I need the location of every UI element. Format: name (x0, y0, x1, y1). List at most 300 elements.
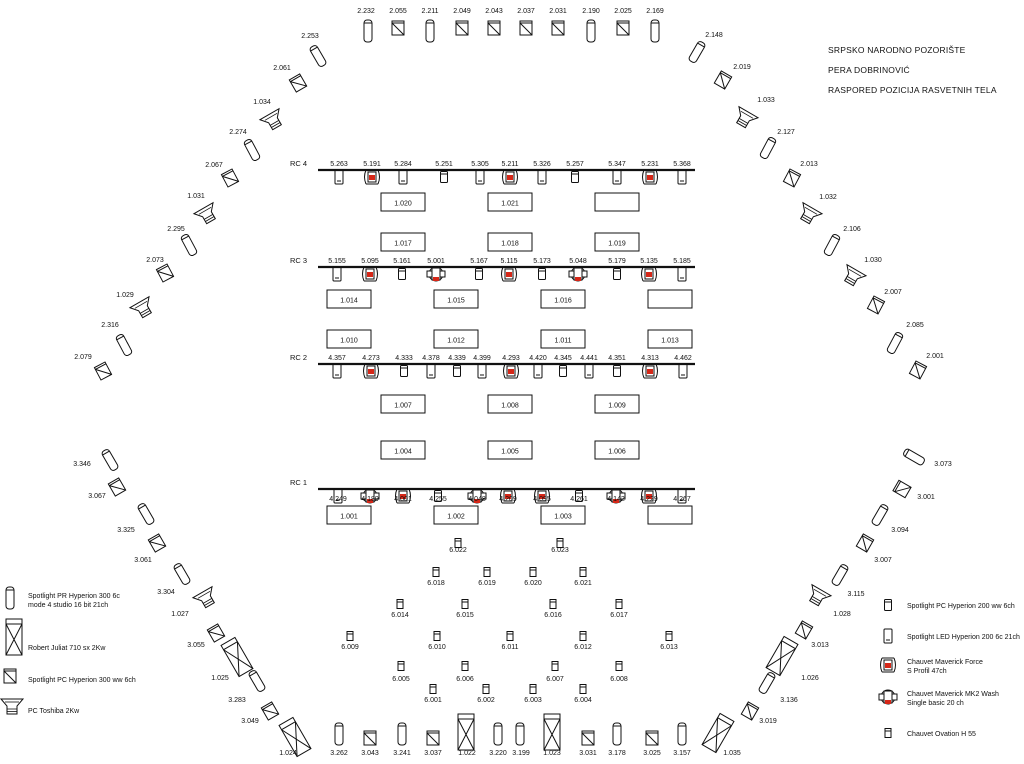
fixture-label: 6.022 (449, 547, 467, 554)
fixture-label: 4.293 (502, 355, 520, 362)
ovation-fixture-icon (580, 685, 586, 694)
pr-fixture-icon (115, 333, 132, 356)
fixture-label: 2.253 (301, 33, 319, 40)
fixture-label: 3.262 (330, 750, 348, 757)
fixture-5-095 (361, 258, 379, 281)
fixture-label: 4.378 (422, 355, 440, 362)
ww-fixture-icon (148, 534, 165, 552)
legend-right (879, 600, 1020, 739)
fixture-6-002 (477, 685, 495, 705)
fixture-1-028 (804, 585, 850, 618)
pr-fixture-icon (678, 723, 686, 745)
fixture-label: 4.249 (329, 496, 347, 503)
fixture-3-157 (673, 723, 691, 757)
fixture-2-049 (453, 8, 471, 35)
pr-fixture-icon (398, 723, 406, 745)
fixture-label: 4.333 (395, 355, 413, 362)
fixture-label: 4.462 (674, 355, 692, 362)
fixture-label: 6.016 (544, 612, 562, 619)
fixture-label: 2.232 (357, 8, 375, 15)
ww-fixture-icon (856, 534, 873, 552)
position-box-label: 1.009 (608, 402, 626, 410)
fixture-2-019 (714, 64, 751, 89)
pr-fixture-icon (902, 448, 925, 466)
position-box-label: 1.007 (394, 402, 412, 410)
pipe-rc1 (290, 478, 695, 503)
fixture-1-024 (279, 717, 311, 757)
fixture-label: 4.313 (641, 355, 659, 362)
fixture-4-001 (394, 489, 412, 503)
fixture-6-008 (610, 662, 628, 684)
position-box (327, 506, 371, 524)
fixture-5-257 (566, 161, 584, 183)
fixture-4-293 (502, 355, 520, 378)
fixture-label: 5.185 (673, 258, 691, 265)
fixture-label: 4.189 (361, 496, 379, 503)
legend-label: Robert Juliat 710 sx 2Kw (28, 645, 106, 652)
led-fixture-icon (613, 170, 621, 184)
pr-fixture-icon (243, 138, 260, 161)
position-box (595, 395, 639, 413)
fixture-label: 3.199 (512, 750, 530, 757)
fixture-2-211 (422, 8, 439, 42)
fixture-label: 1.025 (211, 675, 229, 682)
ovation-fixture-icon (885, 729, 891, 738)
position-box (595, 233, 639, 251)
pipe-label: RC 2 (290, 353, 308, 362)
position-box-label: 1.021 (501, 200, 519, 208)
fixture-4-249 (329, 489, 347, 503)
position-box-label: 1.004 (394, 448, 412, 456)
legend-item (885, 600, 1015, 611)
fixture-label: 6.015 (456, 612, 474, 619)
fixture-4-399 (473, 355, 491, 378)
fixture-label: 1.030 (864, 257, 882, 264)
fixture-label: 2.079 (74, 354, 92, 361)
force-fixture-icon (364, 364, 379, 378)
fixture-6-005 (392, 662, 410, 684)
fixture-2-061 (273, 65, 306, 92)
fixture-5-251 (435, 161, 453, 183)
fixture-6-009 (341, 632, 359, 652)
fixture-label: 5.231 (641, 161, 659, 168)
fixture-4-357 (328, 355, 346, 378)
ovation-fixture-icon (347, 632, 353, 641)
fixture-3-073 (902, 448, 951, 468)
pr-fixture-icon (309, 44, 327, 67)
pc200-fixture-icon (441, 172, 448, 183)
fixture-label: 5.095 (361, 258, 379, 265)
fixture-3-031 (579, 731, 597, 757)
fixture-label: 2.190 (582, 8, 600, 15)
fixture-2-106 (823, 226, 861, 257)
fixture-3-025 (643, 731, 661, 757)
fixture-label: 3.001 (917, 494, 935, 501)
pr-fixture-icon (823, 233, 840, 256)
fixture-label: 2.274 (229, 129, 247, 136)
pipe-rc2 (290, 353, 695, 378)
fixture-2-073 (146, 257, 173, 282)
pr-fixture-icon (587, 20, 595, 42)
fixture-label: 4.261 (570, 496, 588, 503)
fixture-label: 5.167 (470, 258, 488, 265)
fixture-label: 1.035 (723, 750, 741, 757)
fixture-label: 5.263 (330, 161, 348, 168)
pr-fixture-icon (831, 563, 849, 586)
fixture-2-007 (867, 289, 901, 314)
fixture-label: 2.316 (101, 322, 119, 329)
ovation-fixture-icon (530, 685, 536, 694)
fixture-label: 5.347 (608, 161, 626, 168)
legend-label: Spotlight PR Hyperion 300 6c mode 4 studio 16 bit 21ch (28, 593, 120, 609)
position-box-label: 1.003 (554, 513, 572, 521)
pr-fixture-icon (759, 136, 776, 159)
ovation-fixture-icon (616, 662, 622, 671)
legend-label: Spotlight LED Hyperion 200 6c 21ch (907, 634, 1020, 641)
fixture-6-013 (660, 632, 678, 652)
position-box-label: 1.011 (554, 337, 572, 345)
legend-label: PC Toshiba 2Kw (28, 708, 80, 715)
fixture-label: 2.007 (884, 289, 902, 296)
force-fixture-icon (643, 364, 658, 378)
fixture-label: 4.357 (328, 355, 346, 362)
legend-item (4, 669, 136, 684)
pr-fixture-icon (758, 671, 776, 694)
position-box-label: 1.017 (394, 240, 412, 248)
led-fixture-icon (478, 364, 486, 378)
legend-item (6, 587, 120, 609)
fixture-label: 6.018 (427, 580, 445, 587)
ww-fixture-icon (552, 21, 564, 35)
pc200-fixture-icon (572, 172, 579, 183)
fixture-label: 2.037 (517, 8, 535, 15)
fixture-6-020 (524, 568, 542, 588)
fixture-3-037 (424, 731, 442, 757)
fixture-label: 4.095 (533, 496, 551, 503)
position-box-label: 1.002 (447, 513, 465, 521)
ovation-fixture-icon (530, 568, 536, 577)
led-fixture-icon (679, 364, 687, 378)
fixture-label: 3.037 (424, 750, 442, 757)
fixture-label: 2.073 (146, 257, 164, 264)
fixture-4-441 (580, 355, 598, 378)
fixture-label: 2.049 (453, 8, 471, 15)
ww-fixture-icon (207, 624, 224, 642)
position-box (488, 441, 532, 459)
pr-fixture-icon (886, 331, 903, 354)
fixture-label: 3.325 (117, 527, 135, 534)
legend-item (884, 629, 1020, 643)
fixture-label: 6.014 (391, 612, 409, 619)
fixture-label: 6.009 (341, 644, 359, 651)
led-fixture-icon (476, 170, 484, 184)
ww-fixture-icon (893, 480, 911, 497)
position-box-label: 1.016 (554, 297, 572, 305)
fixture-label: 6.021 (574, 580, 592, 587)
fixture-6-006 (456, 662, 474, 684)
fixture-3-304 (157, 562, 191, 596)
pc200-fixture-icon (539, 269, 546, 280)
fixture-2-013 (783, 161, 817, 187)
position-box-label: 1.005 (501, 448, 519, 456)
fixture-2-295 (167, 226, 197, 257)
position-box (541, 290, 585, 308)
led-fixture-icon (538, 170, 546, 184)
led-fixture-icon (399, 170, 407, 184)
pipe-label: RC 3 (290, 256, 308, 265)
pipe-label: RC 1 (290, 478, 308, 487)
fixture-label: 4.267 (673, 496, 691, 503)
juliat-fixture-icon (458, 714, 474, 750)
legend-label: Chauvet Ovation H 55 (907, 731, 976, 738)
fixture-label: 3.049 (241, 718, 259, 725)
ww-fixture-icon (156, 264, 173, 282)
fixture-3-055 (187, 624, 224, 649)
ovation-fixture-icon (616, 600, 622, 609)
fixture-2-043 (485, 8, 503, 35)
fixture-label: 4.339 (448, 355, 466, 362)
ww-fixture-icon (714, 71, 731, 89)
ovation-fixture-icon (580, 568, 586, 577)
fixture-5-179 (608, 258, 626, 280)
fixture-label: 3.055 (187, 642, 205, 649)
fixture-label: 5.326 (533, 161, 551, 168)
fixture-label: 1.027 (171, 611, 189, 618)
ww-fixture-icon (108, 478, 125, 496)
fixture-1-032 (795, 194, 836, 227)
legend-item (6, 619, 106, 655)
fixture-label: 1.023 (543, 750, 561, 757)
fixture-6-021 (574, 568, 592, 588)
fixture-label: 1.026 (801, 675, 819, 682)
fixture-3-262 (330, 723, 348, 757)
fixture-1-023 (543, 714, 561, 757)
fixture-label: 2.085 (906, 322, 924, 329)
ovation-fixture-icon (462, 662, 468, 671)
fixture-label: 5.251 (435, 161, 453, 168)
fixture-3-241 (393, 723, 411, 757)
fixture-label: 3.061 (134, 557, 152, 564)
pr-fixture-icon (494, 723, 502, 745)
pc200-fixture-icon (614, 269, 621, 280)
fixture-1-031 (187, 193, 220, 227)
position-box (595, 193, 639, 211)
ovation-fixture-icon (433, 568, 439, 577)
fixture-label: 3.157 (673, 750, 691, 757)
fixture-5-167 (470, 258, 488, 280)
pc-fixture-icon (795, 203, 822, 227)
fixture-label: 6.001 (424, 697, 442, 704)
legend-item (881, 658, 983, 675)
fixture-3-001 (893, 480, 935, 501)
ww-fixture-icon (392, 21, 404, 35)
legend-label: Spotlight PC Hyperion 200 ww 6ch (907, 603, 1015, 610)
ovation-fixture-icon (550, 600, 556, 609)
ww-fixture-icon (456, 21, 468, 35)
fixture-4-462 (674, 355, 692, 378)
fixture-label: 5.179 (608, 258, 626, 265)
position-box-label: 1.008 (501, 402, 519, 410)
ww-fixture-icon (582, 731, 594, 745)
ovation-fixture-icon (580, 632, 586, 641)
fixture-6-007 (546, 662, 564, 684)
ovation-fixture-icon (483, 685, 489, 694)
position-box-label: 1.006 (608, 448, 626, 456)
fixture-label: 5.161 (393, 258, 411, 265)
position-box (648, 506, 692, 524)
fixture-label: 3.178 (608, 750, 626, 757)
fixture-6-004 (574, 685, 592, 705)
fixture-2-037 (517, 8, 535, 35)
fixture-label: 5.155 (328, 258, 346, 265)
fixture-label: 3.067 (88, 493, 106, 500)
fixture-label: 2.001 (926, 353, 944, 360)
fixture-label: 6.003 (524, 697, 542, 704)
fixture-label: 1.029 (116, 292, 134, 299)
legend-label: Spotlight PC Hyperion 300 ww 6ch (28, 677, 136, 684)
pc-fixture-icon (804, 585, 831, 609)
pr-fixture-icon (101, 448, 119, 471)
fixture-label: 4.441 (580, 355, 598, 362)
juliat-fixture-icon (221, 637, 253, 676)
fixture-2-067 (205, 162, 238, 187)
fixture-label: 3.019 (759, 718, 777, 725)
pr-fixture-icon (651, 20, 659, 42)
fixture-3-067 (88, 478, 125, 500)
fixture-label: 2.169 (646, 8, 664, 15)
ww-fixture-icon (783, 169, 800, 187)
fixture-label: 6.017 (610, 612, 628, 619)
fixture-5-284 (394, 161, 412, 184)
fixture-label: 2.067 (205, 162, 223, 169)
fixture-6-003 (524, 685, 542, 705)
ovation-fixture-icon (462, 600, 468, 609)
designer-name: PERA DOBRINOVIĆ (828, 65, 910, 75)
ww-fixture-icon (427, 731, 439, 745)
pr-fixture-icon (426, 20, 434, 42)
fixture-1-027 (171, 587, 219, 618)
juliat-fixture-icon (702, 713, 734, 752)
fixture-label: 2.106 (843, 226, 861, 233)
position-box (488, 395, 532, 413)
fixture-2-169 (646, 8, 664, 42)
ovation-fixture-icon (507, 632, 513, 641)
legend-item (1, 699, 80, 715)
fixture-6-022 (449, 539, 467, 555)
fixture-label: 2.031 (549, 8, 567, 15)
fixture-3-019 (741, 702, 777, 725)
force-fixture-icon (365, 170, 380, 184)
fixture-3-325 (117, 502, 155, 534)
position-box-label: 1.012 (447, 337, 465, 345)
position-box (648, 330, 692, 348)
fixture-label: 6.006 (456, 676, 474, 683)
fixture-5-305 (471, 161, 489, 184)
pc200-fixture-icon (885, 600, 892, 611)
fixture-label: 6.008 (610, 676, 628, 683)
fixture-label: 3.283 (228, 697, 246, 704)
force-fixture-icon (504, 364, 519, 378)
ww-fixture-icon (646, 731, 658, 745)
ww-fixture-icon (261, 702, 278, 720)
ovation-fixture-icon (398, 662, 404, 671)
pc-fixture-icon (193, 587, 220, 611)
fixture-1-029 (116, 292, 156, 321)
fixture-2-253 (301, 33, 327, 68)
fixture-label: 4.229 (640, 496, 658, 503)
theatre-name: SRPSKO NARODNO POZORIŠTE (828, 45, 966, 55)
fixture-label: 1.031 (187, 193, 205, 200)
fixture-3-115 (831, 563, 865, 598)
position-box (327, 290, 371, 308)
fixture-4-255 (429, 491, 447, 504)
fixture-4-267 (673, 489, 691, 503)
fixture-label: 4.142 (607, 496, 625, 503)
position-box-label: 1.019 (608, 240, 626, 248)
fixture-4-048 (468, 489, 486, 503)
fixture-3-061 (134, 534, 165, 564)
force-fixture-icon (503, 170, 518, 184)
fixture-label: 6.010 (428, 644, 446, 651)
ovation-fixture-icon (434, 632, 440, 641)
ww-fixture-icon (617, 21, 629, 35)
fixture-6-017 (610, 600, 628, 620)
fixture-4-273 (362, 355, 380, 378)
fixture-6-018 (427, 568, 445, 588)
fixture-label: 6.002 (477, 697, 495, 704)
ww-fixture-icon (94, 362, 111, 380)
fixture-label: 6.012 (574, 644, 592, 651)
fixture-3-346 (73, 448, 119, 471)
fixture-label: 3.031 (579, 750, 597, 757)
fixture-label: 5.001 (427, 258, 445, 265)
pc-fixture-icon (194, 203, 221, 227)
pr-fixture-icon (871, 503, 889, 526)
fixture-label: 5.115 (500, 258, 518, 265)
fixture-label: 4.001 (394, 496, 412, 503)
fixture-label: 3.136 (780, 697, 798, 704)
fixture-2-079 (74, 354, 111, 380)
ovation-fixture-icon (484, 568, 490, 577)
ww-fixture-icon (289, 74, 306, 92)
fixture-5-211 (502, 161, 519, 184)
pr-fixture-icon (180, 233, 197, 256)
fixture-5-231 (641, 161, 659, 184)
led-fixture-icon (335, 170, 343, 184)
fixture-label: 1.034 (253, 99, 271, 106)
fixture-label: 3.346 (73, 461, 91, 468)
fixture-6-012 (574, 632, 592, 652)
drawing-subtitle: RASPORED POZICIJA RASVETNIH TELA (828, 85, 997, 95)
fixture-label: 6.011 (501, 644, 519, 651)
fixture-label: 1.022 (458, 750, 476, 757)
fixture-4-339 (448, 355, 466, 377)
fixture-label: 3.007 (874, 557, 892, 564)
fixture-2-085 (886, 322, 924, 355)
fixture-5-048 (569, 258, 587, 281)
fixture-4-142 (607, 489, 625, 503)
ww-fixture-icon (741, 702, 758, 720)
fixture-label: 3.241 (393, 750, 411, 757)
pr-fixture-icon (335, 723, 343, 745)
fixture-label: 2.148 (705, 32, 723, 39)
fixture-4-189 (361, 489, 379, 503)
force-fixture-icon (642, 267, 657, 281)
fixture-5-115 (501, 258, 518, 281)
position-box (488, 233, 532, 251)
force-fixture-icon (643, 170, 658, 184)
wash-fixture-icon (879, 690, 897, 704)
